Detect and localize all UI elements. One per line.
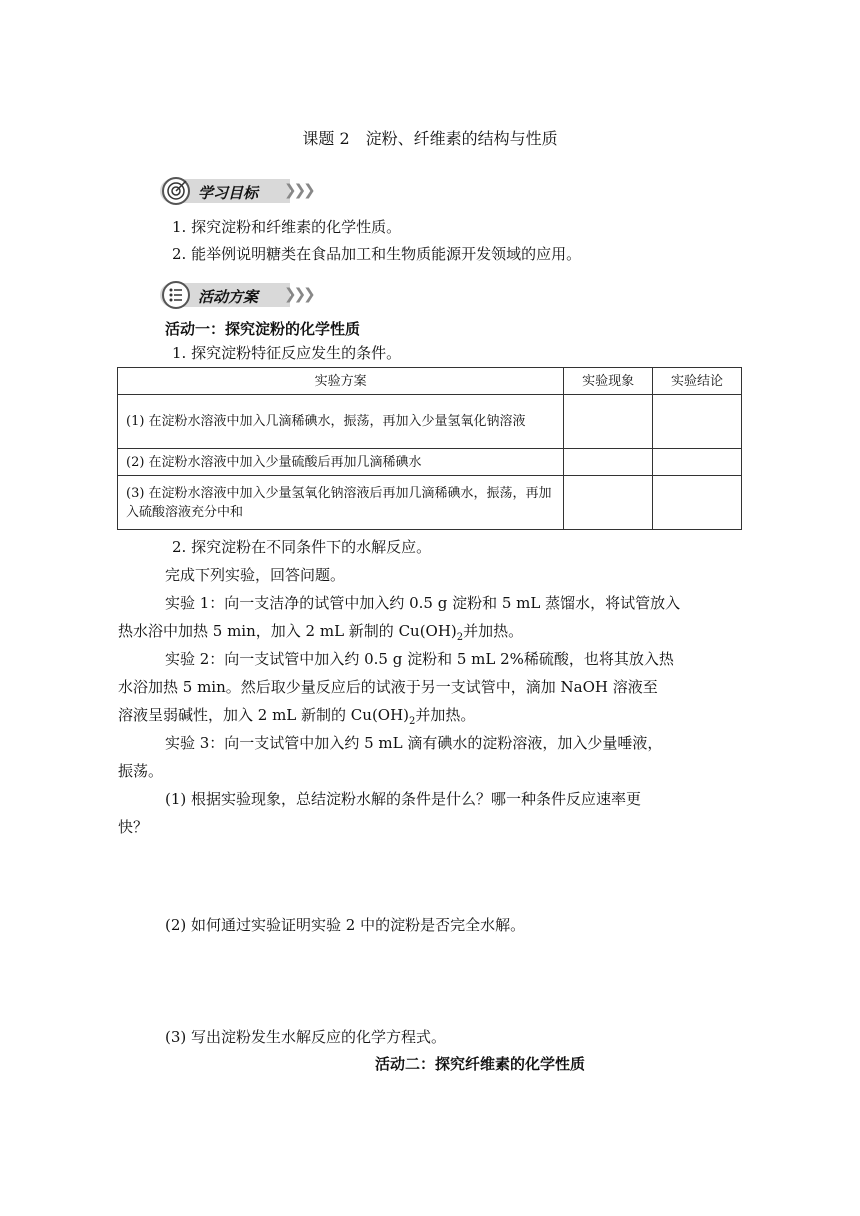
experiment1-line: 热水浴中加热 5 min，加入 2 mL 新制的 $Cu(OH)_2$并加热。: [118, 622, 524, 643]
question-3: (3) 写出淀粉发生水解反应的化学方程式。: [165, 1028, 447, 1046]
target-icon: [162, 177, 190, 205]
chevrons-icon: ❯❯❯: [284, 285, 313, 303]
table-row: [118, 476, 742, 530]
table-cell-conclusion: [653, 476, 742, 530]
instruction-text: 完成下列实验，回答问题。: [165, 566, 346, 584]
table-header: 实验方案: [118, 368, 564, 395]
activity-plan-banner: [160, 281, 330, 311]
experiment1-line: 实验 1：向一支洁净的试管中加入约 0.5 g 淀粉和 5 mL 蒸馏水，将试管放入: [165, 594, 681, 612]
table-cell-phenomenon: [564, 476, 653, 530]
list-icon: [162, 281, 190, 309]
experiment2-line: 水浴加热 5 min。然后取少量反应后的试液于另一支试管中，滴加 NaOH 溶液至: [118, 678, 658, 696]
table-cell-plan: (2) 在淀粉水溶液中加入少量硫酸后再加几滴稀碘水: [118, 449, 564, 476]
table-header: 实验现象: [564, 368, 653, 395]
experiment2-line: 实验 2：向一支试管中加入约 0.5 g 淀粉和 5 mL 2%稀硫酸，也将其放入热: [165, 650, 674, 668]
experiment3-line: 实验 3：向一支试管中加入约 5 mL 滴有碘水的淀粉溶液，加入少量唾液，: [165, 734, 663, 752]
table-row: [118, 449, 742, 476]
activity-plan-label: 活动方案: [198, 288, 259, 306]
table-header-row: [118, 368, 742, 395]
question-1: (1) 根据实验现象，总结淀粉水解的条件是什么？哪一种条件反应速率更: [165, 790, 642, 808]
goal-item: 1. 探究淀粉和纤维素的化学性质。: [172, 218, 402, 236]
learning-goals-label: 学习目标: [198, 184, 259, 202]
page-title: 课题 2 淀粉、纤维素的结构与性质: [302, 129, 558, 148]
learning-goals-banner: [160, 177, 330, 207]
activity1-item2: 2. 探究淀粉在不同条件下的水解反应。: [172, 538, 432, 556]
table-header: 实验结论: [653, 368, 742, 395]
table-row: [118, 395, 742, 449]
table-cell-phenomenon: [564, 449, 653, 476]
table-cell-phenomenon: [564, 395, 653, 449]
table-cell-plan: (1) 在淀粉水溶液中加入几滴稀碘水，振荡，再加入少量氢氧化钠溶液: [118, 395, 564, 449]
table-cell-conclusion: [653, 449, 742, 476]
chevrons-icon: ❯❯❯: [284, 181, 313, 199]
table-cell-conclusion: [653, 395, 742, 449]
experiment2-line: 溶液呈弱碱性，加入 2 mL 新制的 $Cu(OH)_2$并加热。: [118, 706, 476, 727]
question-1: 快？: [118, 818, 149, 836]
experiment3-line: 振荡。: [118, 762, 164, 780]
experiment-plan-table: [117, 367, 742, 530]
question-2: (2) 如何通过实验证明实验 2 中的淀粉是否完全水解。: [165, 916, 526, 934]
table-cell-plan: (3) 在淀粉水溶液中加入少量氢氧化钠溶液后再加几滴稀碘水，振荡，再加入硫酸溶液充分中和: [118, 476, 564, 530]
activity2-heading: 活动二：探究纤维素的化学性质: [375, 1055, 586, 1073]
goal-item: 2. 能举例说明糖类在食品加工和生物质能源开发领域的应用。: [172, 245, 582, 263]
activity1-item1: 1. 探究淀粉特征反应发生的条件。: [172, 344, 402, 362]
activity1-heading: 活动一：探究淀粉的化学性质: [165, 320, 361, 338]
